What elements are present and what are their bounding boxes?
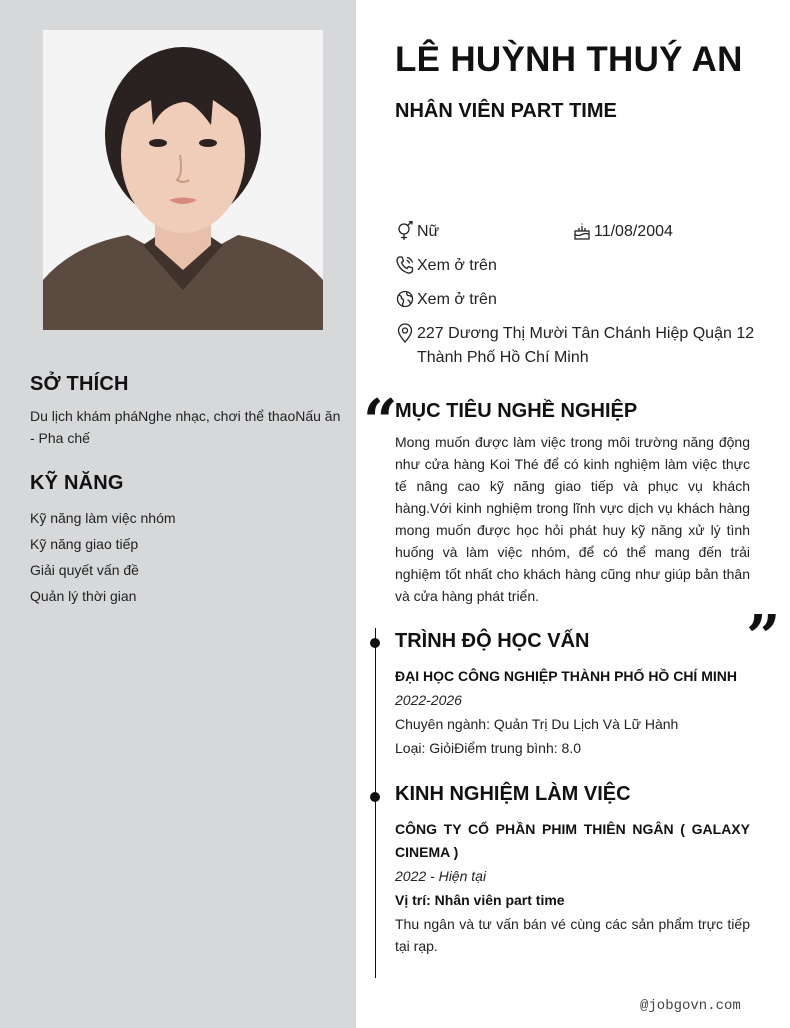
timeline-dot — [370, 792, 380, 802]
location-pin-icon — [395, 323, 415, 343]
education-grade: Loại: GiỏiĐiểm trung bình: 8.0 — [395, 740, 581, 756]
job-title: NHÂN VIÊN PART TIME — [395, 100, 617, 122]
experience-position: Vị trí: Nhân viên part time — [395, 892, 565, 908]
profile-photo — [43, 30, 323, 330]
skills-heading: KỸ NĂNG — [30, 472, 124, 494]
objective-text: Mong muốn được làm việc trong môi trường năng động như cửa hàng Koi Thé để có kinh nghiệm làm việc thực tế nâng cao kỹ năng giao tiếp và phục vụ khách hàng.Với kinh nghiệm trong lĩnh vực dịch vụ khách hàng mong muốn được học hỏi phát huy kỹ năng xử lý tình huống và làm việc nhóm, để có thể mang đến trải nghiệm tốt nhất cho khách hàng cũng như giúp bản thân và cửa hàng phát triển. — [395, 434, 750, 604]
timeline-line — [375, 628, 376, 978]
candidate-name: LÊ HUỲNH THUÝ AN — [395, 40, 743, 79]
phone-icon — [395, 255, 415, 275]
timeline-dot — [370, 638, 380, 648]
sidebar — [0, 0, 356, 1028]
hobbies-text: Du lịch khám pháNghe nhạc, chơi thể thaoNấu ăn - Pha chế — [30, 408, 341, 446]
education-school: ĐẠI HỌC CÔNG NGHIỆP THÀNH PHỐ HỒ CHÍ MINH — [395, 668, 737, 684]
close-quote-icon: ” — [746, 603, 781, 673]
experience-period: 2022 - Hiện tại — [395, 868, 487, 884]
experience-company: CÔNG TY CỔ PHẦN PHIM THIÊN NGÂN ( GALAXY CINEMA ) — [395, 821, 750, 860]
hobbies-heading: SỞ THÍCH — [30, 373, 129, 395]
experience-heading: KINH NGHIỆM LÀM VIỆC — [395, 783, 631, 805]
footer-watermark: @jobgovn.com — [640, 998, 741, 1014]
education-major: Chuyên ngành: Quản Trị Du Lịch Và Lữ Hành — [395, 716, 679, 732]
experience-description: Thu ngân và tư vấn bán vé cùng các sản phẩm trực tiếp tại rạp. — [395, 916, 750, 954]
skill-item: Kỹ năng làm việc nhóm — [30, 510, 176, 526]
open-quote-icon: “ — [363, 387, 398, 457]
skill-item: Giải quyết vấn đề — [30, 562, 139, 578]
gender-icon — [395, 221, 415, 241]
skills-list — [30, 505, 176, 609]
birthday-cake-icon — [572, 221, 592, 241]
objective-heading: MỤC TIÊU NGHỀ NGHIỆP — [395, 400, 638, 422]
skill-item: Kỹ năng giao tiếp — [30, 536, 139, 552]
education-period: 2022-2026 — [395, 692, 462, 708]
globe-icon — [395, 289, 415, 309]
skill-item: Quản lý thời gian — [30, 588, 137, 604]
education-heading: TRÌNH ĐỘ HỌC VẤN — [395, 630, 590, 652]
